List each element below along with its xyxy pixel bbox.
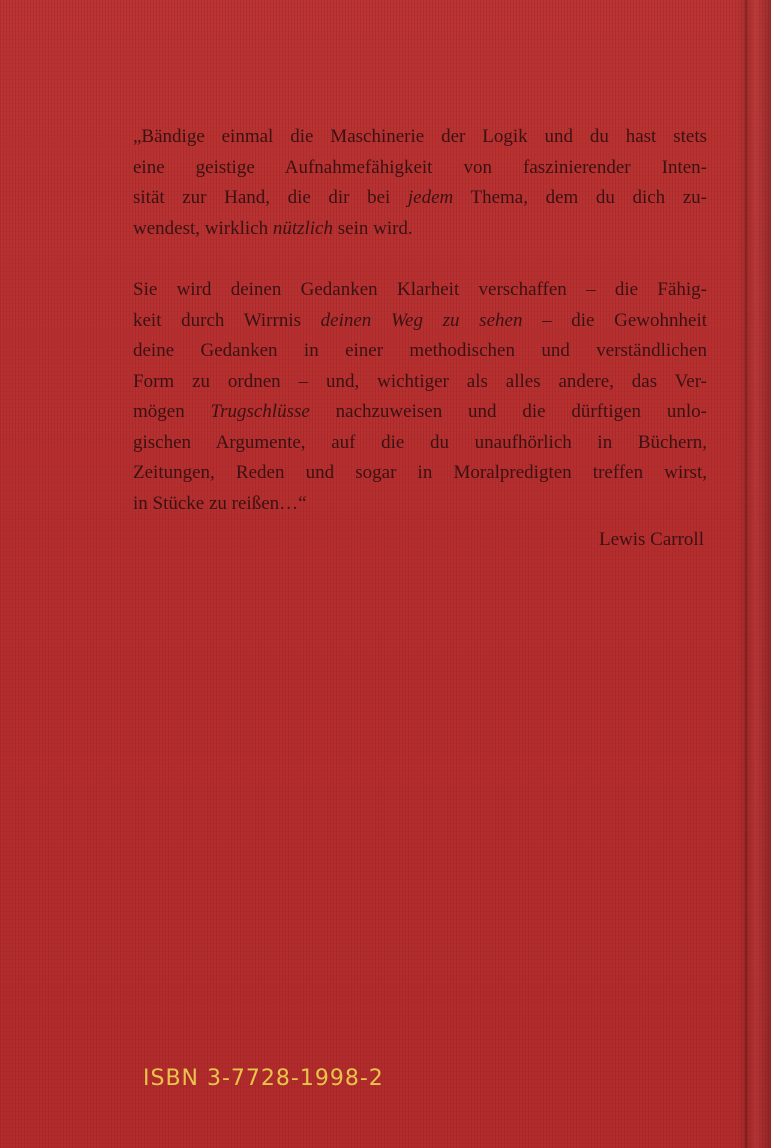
quote-paragraph-1 — [133, 122, 707, 244]
quote-text: sein wird. — [333, 217, 413, 239]
quote-line: Form zu ordnen – und, wichtiger als alles andere, das Ver- — [133, 370, 707, 392]
spine-groove — [745, 0, 747, 1148]
quote-block — [133, 122, 707, 519]
quote-line — [133, 183, 707, 214]
quote-emphasis: nützlich — [272, 217, 333, 239]
quote-line — [133, 214, 707, 245]
quote-line: deine Gedanken in einer methodischen und verständlichen — [133, 340, 707, 361]
quote-text: keit durch Wirrnis — [133, 309, 321, 331]
quote-line: „Bändige einmal die Maschinerie der Logik und du hast stets — [133, 126, 707, 147]
quote-text: nachzuweisen und die dürftigen unlo- — [309, 401, 707, 422]
quote-text: – die Gewohnheit — [522, 309, 707, 331]
spine-edge — [737, 0, 771, 1148]
quote-line: in Stücke zu reißen…“ — [133, 492, 307, 514]
quote-line: Zeitungen, Reden und sogar in Moralpredigten treffen wirst, — [133, 462, 707, 483]
quote-emphasis: deinen Weg zu sehen — [320, 309, 523, 331]
quote-emphasis: jedem — [407, 187, 454, 208]
quote-line: gischen Argumente, auf die du unaufhörlich in Büchern, — [133, 431, 707, 453]
quote-line: Sie wird deinen Gedanken Klarheit verschaffen – die Fähig- — [133, 279, 707, 300]
quote-line — [133, 306, 707, 337]
quote-author: Lewis Carroll — [598, 529, 704, 550]
quote-text: Thema, dem du dich zu- — [453, 187, 708, 208]
quote-text: wendest, wirklich — [133, 217, 273, 239]
quote-emphasis: Trugschlüsse — [210, 401, 310, 422]
isbn-label: ISBN 3-7728-1998-2 — [143, 1066, 384, 1091]
quote-text: sität zur Hand, die dir bei — [133, 187, 408, 208]
quote-text: mögen — [133, 401, 211, 422]
quote-line — [133, 397, 707, 428]
quote-paragraph-2 — [133, 275, 707, 519]
quote-line: eine geistige Aufnahmefähigkeit von faszinierender Inten- — [133, 156, 707, 178]
